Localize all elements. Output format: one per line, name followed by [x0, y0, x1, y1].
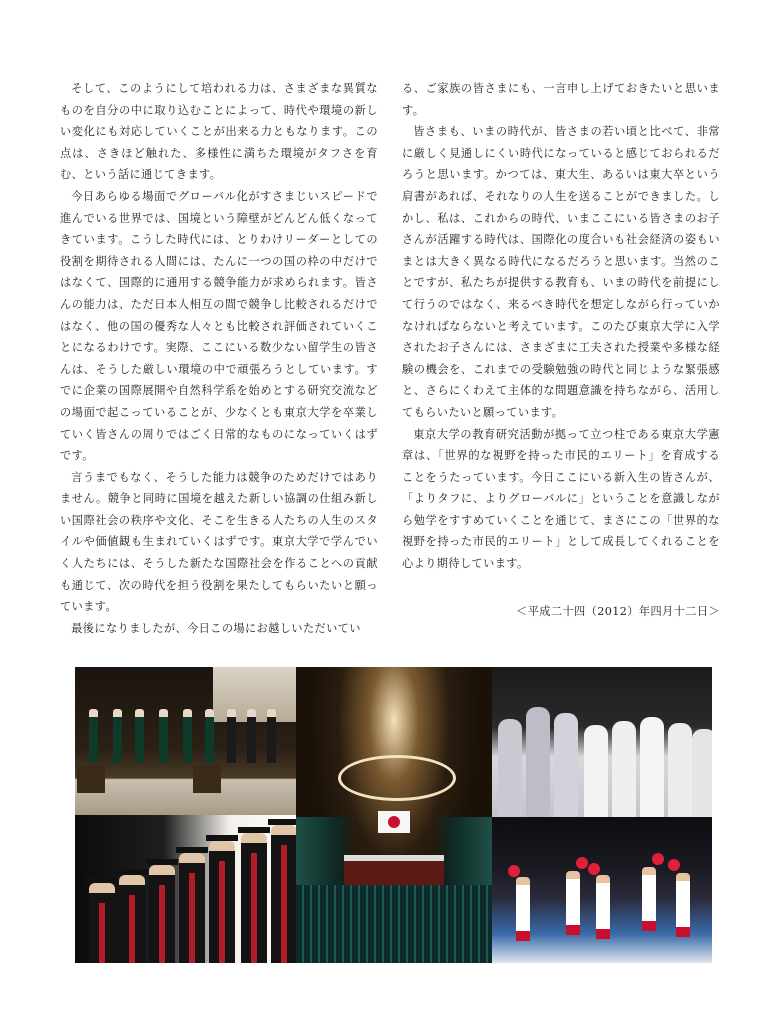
right-text-column: [402, 78, 720, 622]
photo-collage: [75, 667, 712, 963]
paragraph: 今日あらゆる場面でグローバル化がすさまじいスピードで進んでいる世界では、国境という障壁がどんどん低くなってきています。こうした時代には、とりわけリーダーとしての役割を期待される人間には、たんに一つの国の枠の中だけではなくて、国際的に通用する競争能力が求められます。皆さんの能力は、ただ日本人相互の間で競争し比較されるだけではなく、他の国の優秀な人々とも比較され評価されていくことになるわけです。実際、ここにいる数少ない留学生の皆さんは、そうした厳しい環境の中で頑張ろうとしています。すでに企業の国際展開や自然科学系を始めとする研究交流などの場面で起こっていることが、少なくとも東京大学を卒業していく皆さんの周りではごく日常的なものになっていくはずです。: [60, 189, 378, 463]
paragraph: 言うまでもなく、そうした能力は競争のためだけではありません。競争と同時に国境を越えた新しい協調の仕組み新しい国際社会の秩序や文化、そこを生きる人たちの人生のスタイルや価値観も生まれていくはずです。東京大学で学んでいく人たちには、そうした新たな国際社会を作ることへの貢献も通じて、次の時代を担う役割を果たしてもらいたいと願っています。: [60, 470, 378, 614]
paragraph: 東京大学の教育研究活動が拠って立つ柱である東京大学憲章は、「世界的な視野を持った市民的エリート」を育成することをうたっています。今日ここにいる新入生の皆さんが、「よりタフに、よりグローバルに」ということを意識しながら勉学をすすめていくことを通じて、まさにこの「世界的な視野を持った市民的エリート」として成長してくれることを心より期待しています。: [402, 427, 720, 571]
arena-ceremony-photo: [296, 667, 492, 963]
paragraph: そして、このようにして培われる力は、さまざまな異質なものを自分の中に取り込むことによって、時代や環境の新しい変化にも対応していくことが出来る力ともなります。この点は、さきほど触れた、多様性に満ちた環境がタフさを育む、という話に通じてきます。: [60, 82, 378, 182]
paragraph: 最後になりましたが、今日この場にお越しいただいてい: [71, 621, 361, 635]
speech-date: ＜平成二十四（2012）年四月十二日＞: [516, 604, 720, 618]
cheerleaders-photo: [492, 817, 712, 963]
left-text-column: [60, 78, 378, 639]
stage-faculty-photo: [75, 667, 296, 815]
choir-photo: [492, 667, 712, 817]
paragraph-continuation: る、ご家族の皆さまにも、一言申し上げておきたいと思います。: [402, 82, 720, 117]
paragraph: 皆さまも、いまの時代が、皆さまの若い頃と比べて、非常に厳しく見通しにくい時代になっていると感じておられるだろうと思います。かつては、東大生、あるいは東大卒という肩書があれば、それなりの人生を送ることができました。しかし、私は、これからの時代、いまここにいる皆さまのお子さんが活躍する時代は、国際化の度合いも社会経済の姿もいまとは大きく異なる時代になるだろうと思います。当然のことですが、私たちが提供する教育も、いまの時代を前提にして行うのではなく、来るべき時代を想定しながら行っていかなければならないと考えています。このたび東京大学に入学されたお子さんには、さまざまに工夫された授業や多様な経験の機会を、これまでの受験勉強の時代と同じような緊張感と、さらにくわえて主体的な問題意識を持ちながら、活用してもらいたいと願っています。: [402, 125, 720, 419]
graduates-photo: [75, 815, 296, 963]
